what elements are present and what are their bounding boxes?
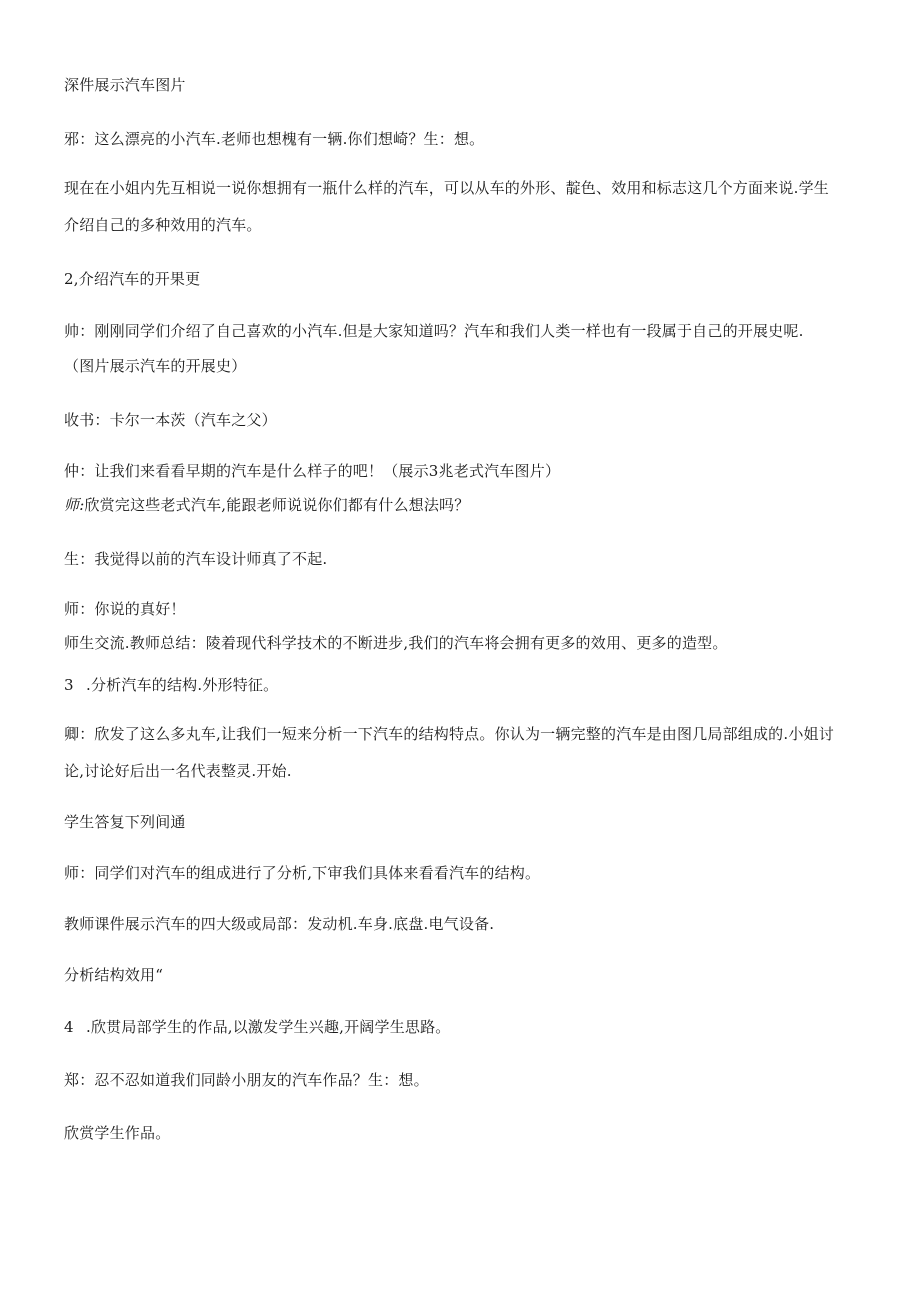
text-line: 师：同学们对汽车的组成进行了分析,下审我们具体来看看汽车的结构。 — [64, 864, 541, 882]
text-line: 学生答复下列间通 — [64, 813, 186, 831]
text-line: 帅：刚刚同学们介绍了自己喜欢的小汽车.但是大家知道吗？汽车和我们人类一样也有一段属于自己的开展史呢. — [64, 322, 804, 340]
speaker-label: 师: — [64, 496, 85, 514]
section-title: .分析汽车的结构.外形特征。 — [86, 676, 279, 694]
text-line: 师：你说的真好！ — [64, 600, 186, 618]
line-text: 欣赏完这些老式汽车,能跟老师说说你们都有什么想法吗？ — [84, 496, 470, 514]
text-line: 论,讨论好后出一名代表整灵.开始. — [64, 762, 292, 780]
text-line: 收书：卡尔一本茨（汽车之父） — [64, 411, 277, 429]
section-heading: 2,介绍汽车的开果更 — [64, 270, 201, 288]
section-title: .欣贯局部学生的作品,以激发学生兴趣,开阔学生思路。 — [86, 1018, 451, 1036]
text-line: 师生交流.教师总结：陵着现代科学技术的不断进步,我们的汽车将会拥有更多的效用、更多的造型。 — [64, 634, 728, 652]
text-line: 仲：让我们来看看早期的汽车是什么样子的吧！（展示3兆老式汽车图片） — [64, 462, 561, 480]
text-line: 邪：这么漂亮的小汽车.老师也想槐有一辆.你们想崎？生：想。 — [64, 130, 485, 148]
text-line: 郑：忍不忍如道我们同龄小朋友的汽车作品？生：想。 — [64, 1071, 429, 1089]
text-line: 现在在小姐内先互相说一说你想拥有一瓶什么样的汽车，可以从车的外形、靛色、效用和标志这几个方面来说.学生 — [64, 179, 829, 197]
section-heading — [64, 674, 864, 696]
text-line: 分析结构效用“ — [64, 966, 164, 984]
text-line: 欣赏学生作品。 — [64, 1124, 171, 1142]
section-number: 4 — [64, 1018, 74, 1036]
text-line: 介绍自己的多种效用的汽车。 — [64, 216, 262, 234]
section-heading — [64, 1016, 864, 1038]
text-line: 深件展示汽车图片 — [64, 76, 186, 94]
text-line: 教师课件展示汽车的四大级或局部：发动机.车身.底盘.电气设备. — [64, 915, 495, 933]
text-line: （图片展示汽车的开展史） — [64, 357, 247, 375]
text-line — [64, 494, 864, 516]
text-line: 生：我觉得以前的汽车设计师真了不起. — [64, 550, 328, 568]
section-number: 3 — [64, 676, 74, 694]
text-line: 卿：欣发了这么多丸车,让我们一短来分析一下汽车的结构特点。你认为一辆完整的汽车是由图几局部组成的.小姐讨 — [64, 725, 834, 743]
